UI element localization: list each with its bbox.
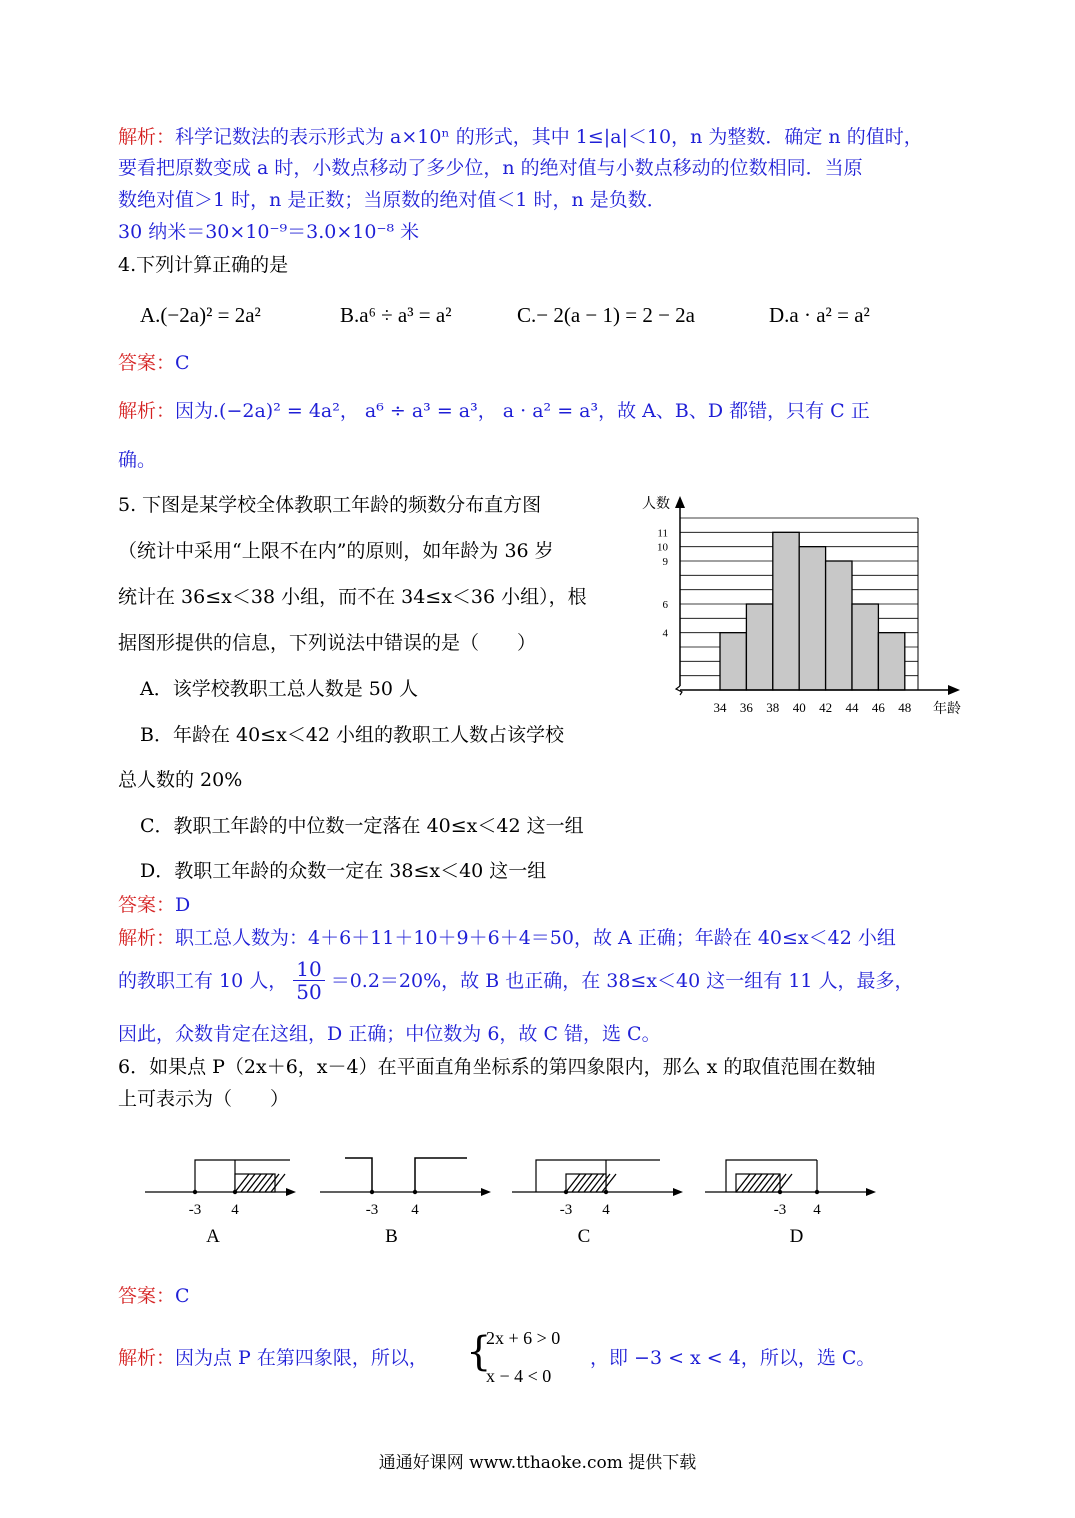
histogram-bar	[720, 633, 746, 690]
tick-label: 4	[602, 1202, 610, 1218]
number-line-arrow	[673, 1188, 683, 1196]
number-line-D	[705, 1160, 876, 1247]
q4-stem: 4.下列计算正确的是	[118, 254, 289, 276]
figure-label: B	[385, 1226, 398, 1247]
fraction: $\frac{10}{50}$	[293, 958, 324, 1003]
histogram-bar	[799, 547, 825, 690]
q3-analysis-line2: 要看把原数变成 a 时，小数点移动了多少位，n 的绝对值与小数点移动的位数相同．当原	[118, 157, 863, 179]
number-line-options	[140, 1150, 880, 1250]
x-tick-label: 38	[766, 700, 780, 715]
q6-stem-line1: 6．如果点 P（2x＋6，x－4）在平面直角坐标系的第四象限内，那么 x 的取值范围在数轴	[118, 1056, 876, 1078]
region-left	[345, 1158, 372, 1192]
x-tick-label: 42	[819, 700, 833, 715]
q3-analysis-line3: 数绝对值＞1 时，n 是正数；当原数的绝对值＜1 时，n 是负数．	[118, 189, 666, 211]
age-histogram	[640, 490, 970, 725]
tick-label: 4	[231, 1202, 239, 1218]
q6-analysis-post: ，即 −3 < x < 4，所以，选 C。	[590, 1347, 876, 1369]
q5-stem-line3: 统计在 36≤x＜38 小组，而不在 34≤x＜36 小组），根	[118, 586, 587, 608]
tick-dot	[778, 1190, 782, 1194]
number-line-C	[512, 1160, 683, 1247]
y-tick-label: 9	[662, 556, 668, 568]
q6-analysis: 解析：因为点 P 在第四象限，所以，	[118, 1347, 428, 1369]
tick-label: -3	[773, 1202, 787, 1218]
y-tick-label: 6	[662, 599, 668, 611]
y-tick-label: 10	[657, 541, 668, 554]
q5-option-b: B．年龄在 40≤x＜42 小组的教职工人数占该学校	[140, 724, 565, 746]
tick-dot	[233, 1190, 237, 1194]
histogram-bar	[852, 604, 878, 690]
q4-option-c: C.− 2(a − 1) = 2 − 2a	[517, 303, 696, 327]
histogram-bar	[773, 532, 799, 690]
histogram-bar	[878, 633, 904, 690]
histogram-bar	[826, 561, 852, 690]
number-line-arrow	[866, 1188, 876, 1196]
q3-analysis-line1: 解析：科学记数法的表示形式为 a×10ⁿ 的形式，其中 1≤|a|＜10，n 为整数．确定 n 的值时，	[118, 126, 923, 148]
q4-analysis-line2: 确。	[118, 449, 157, 471]
q5-stem-line4: 据图形提供的信息，下列说法中错误的是（ ）	[118, 632, 537, 654]
tick-dot	[815, 1190, 819, 1194]
figure-label: A	[206, 1226, 220, 1247]
tick-dot	[564, 1190, 568, 1194]
tick-label: -3	[365, 1202, 379, 1218]
q4-answer: 答案：C	[118, 352, 190, 374]
tick-dot	[604, 1190, 608, 1194]
tick-label: -3	[188, 1202, 202, 1218]
number-line-arrow	[286, 1188, 296, 1196]
x-tick-label: 36	[739, 700, 753, 715]
x-tick-label: 46	[871, 700, 885, 715]
q5-stem-line2: （统计中采用“上限不在内”的原则，如年龄为 36 岁	[118, 540, 554, 562]
q5-analysis-line1: 解析：职工总人数为：4＋6＋11＋10＋9＋6＋4＝50，故 A 正确；年龄在 40≤x＜42 小组	[118, 927, 896, 949]
q4-option-b: B.a⁶ ÷ a³ = a²	[340, 303, 452, 327]
q4-option-d: D.a · a² = a²	[769, 303, 870, 327]
number-line-A	[145, 1160, 296, 1247]
system-brace: {	[466, 1329, 492, 1375]
q5-stem-line1: 5. 下图是某学校全体教职工年龄的频数分布直方图	[118, 494, 542, 516]
q5-option-b-cont: 总人数的 20%	[118, 769, 243, 791]
y-tick-label: 4	[662, 627, 668, 640]
x-tick-label: 40	[792, 700, 806, 715]
figure-label: C	[577, 1226, 591, 1247]
tick-dot	[413, 1190, 417, 1194]
y-tick-label: 11	[657, 527, 668, 540]
y-axis-arrow	[675, 496, 685, 508]
q5-option-c: C．教职工年龄的中位数一定落在 40≤x＜42 这一组	[140, 815, 584, 837]
number-line-arrow	[481, 1188, 491, 1196]
x-tick-label: 48	[898, 700, 912, 715]
tick-dot	[370, 1190, 374, 1194]
footer: 通通好课网 www.tthaoke.com 提供下载	[378, 1453, 697, 1473]
tick-dot	[193, 1190, 197, 1194]
y-axis-label: 人数	[642, 497, 670, 512]
tick-label: 4	[813, 1202, 821, 1218]
histogram-bar	[746, 604, 772, 690]
analysis-label: 解析：	[118, 126, 176, 148]
x-tick-label: 34	[713, 700, 727, 715]
tick-label: -3	[559, 1202, 573, 1218]
q5-analysis-line2: 的教职工有 10 人， $\frac{10}{50}$ ＝0.2＝20%，故 B 也正确，在 38≤x＜40 这一组有 11 人，最多，	[118, 957, 914, 1004]
q5-answer: 答案：D	[118, 894, 191, 916]
x-tick-label: 44	[845, 700, 859, 715]
q6-answer: 答案：C	[118, 1285, 190, 1307]
q5-option-d: D．教职工年龄的众数一定在 38≤x＜40 这一组	[140, 860, 547, 882]
q6-stem-line2: 上可表示为（ ）	[118, 1088, 290, 1110]
q4-analysis-line1: 解析：因为.(−2a)² = 4a²， a⁶ ÷ a³ = a³， a · a² = a³，故 A、B、D 都错，只有 C 正	[118, 400, 870, 422]
figure-label: D	[789, 1226, 804, 1247]
q3-analysis-line4: 30 纳米＝30×10⁻⁹＝3.0×10⁻⁸ 米	[118, 221, 420, 243]
region-right	[415, 1158, 467, 1192]
q5-option-a: A．该学校教职工总人数是 50 人	[140, 678, 418, 700]
q4-option-a: A.(−2a)² = 2a²	[140, 303, 261, 327]
x-axis-label: 年龄	[933, 702, 961, 717]
system-line1: 2x + 6 > 0	[486, 1328, 561, 1348]
number-line-B	[320, 1158, 491, 1247]
tick-label: 4	[411, 1202, 419, 1218]
x-axis-arrow	[948, 685, 960, 695]
system-line2: x − 4 < 0	[486, 1366, 552, 1386]
q5-analysis-line3: 因此，众数肯定在这组，D 正确；中位数为 6，故 C 错，选 C。	[118, 1023, 661, 1045]
